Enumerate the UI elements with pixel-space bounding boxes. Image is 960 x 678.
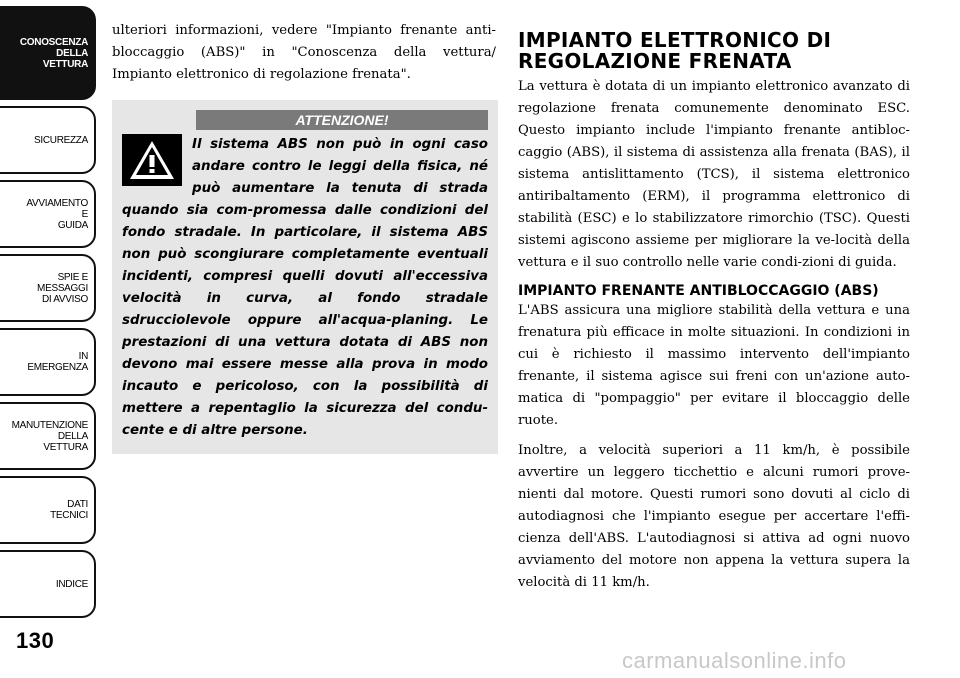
intro-paragraph: ulteriori informazioni, vedere "Impianto frenante anti-bloccaggio (ABS)" in "Conoscenza della vettura/ Impianto elettronico di regolazione frenata". xyxy=(112,23,496,82)
tab-label: INDICE xyxy=(55,578,88,590)
tab-spie-e-messaggi[interactable] xyxy=(0,254,96,322)
warning-text: Il sistema ABS non può in ogni caso andare contro le leggi della fisica, né può aumentare la tenuta di strada quando sia com-promessa dalle condizioni del fondo stradale. In particolare, il sistema ABS non può scongiurare completamente eventuali incidenti, compresi quelli dovuti all'eccessiva velocità in curva, al fondo stradale sdrucciolevole oppure all'acqua-planing. Le prestazioni di una vettura dotata di ABS non devono mai essere messe alla prova in modo incauto e pericoloso, con la possibilità di mettere a repentaglio la sicurezza del condu-cente e di altre persone. xyxy=(122,137,488,438)
paragraph-esc: La vettura è dotata di un impianto elettronico avanzato di regolazione frenata comunemente denominato ESC. Questo impianto include l'impianto frenante antibloc-caggio (ABS), il sistema di assistenza alla frenata (BAS), il sistema antislittamento (TCS), il sistema elettronico antiribaltamento (ERM), il programma elettronico di stabilità (ESC) e lo stabilizzatore rimorchio (TSC). Questi sistemi agiscono assieme per migliorare la ve-locità della vettura e il suo controllo nelle varie condi-zioni di guida. xyxy=(518,79,910,270)
tab-label: IN EMERGENZA xyxy=(27,351,88,373)
right-column xyxy=(518,30,910,594)
tab-dati-tecnici[interactable] xyxy=(0,476,96,544)
tab-manutenzione-della-vettura[interactable] xyxy=(0,402,96,470)
warning-box xyxy=(112,100,498,454)
tab-sicurezza[interactable] xyxy=(0,106,96,174)
tab-label: SPIE E MESSAGGI DI AVVISO xyxy=(37,271,88,305)
warning-header: ATTENZIONE! xyxy=(196,110,488,130)
paragraph-abs: L'ABS assicura una migliore stabilità della vettura e una frenatura più efficace in molte situazioni. In condizioni in cui è richiesto il massimo intervento dell'impianto frenante, il sistema agisce sui freni con un'azione auto-matica di "pompaggio" per evitare il bloccaggio delle ruote. xyxy=(518,303,910,428)
tab-label: DATI TECNICI xyxy=(50,499,88,521)
tab-label: AVVIAMENTO E GUIDA xyxy=(26,197,88,231)
paragraph-self-diagnosis: Inoltre, a velocità superiori a 11 km/h, è possibile avvertire un leggero ticchettio e alcuni rumori prove-nienti dal motore. Questi rumori sono dovuti al ciclo di autodiagnosi che l'impianto esegue per accertare l'effi-cienza dell'ABS. L'autodiagnosi si attiva ad ogni nuovo avviamento del motore non appena la vettura supera la velocità di 11 km/h. xyxy=(518,443,910,590)
tab-avviamento-e-guida[interactable] xyxy=(0,180,96,248)
subsection-heading-abs: IMPIANTO FRENANTE ANTIBLOCCAGGIO (ABS) xyxy=(518,283,879,299)
left-column xyxy=(112,20,496,454)
tab-label: MANUTENZIONE DELLA VETTURA xyxy=(11,419,88,453)
tab-conoscenza-della-vettura[interactable] xyxy=(0,6,96,100)
warning-triangle-icon xyxy=(122,134,182,186)
tab-in-emergenza[interactable] xyxy=(0,328,96,396)
tab-indice[interactable] xyxy=(0,550,96,618)
tab-label: SICUREZZA xyxy=(34,134,88,146)
watermark: carmanualsonline.info xyxy=(622,648,847,673)
tab-label: CONOSCENZA DELLA VETTURA xyxy=(19,36,88,70)
section-heading: IMPIANTO ELETTRONICO DI REGOLAZIONE FRENATA xyxy=(518,28,832,73)
chapter-sidebar xyxy=(0,0,100,678)
page-number: 130 xyxy=(16,628,55,653)
